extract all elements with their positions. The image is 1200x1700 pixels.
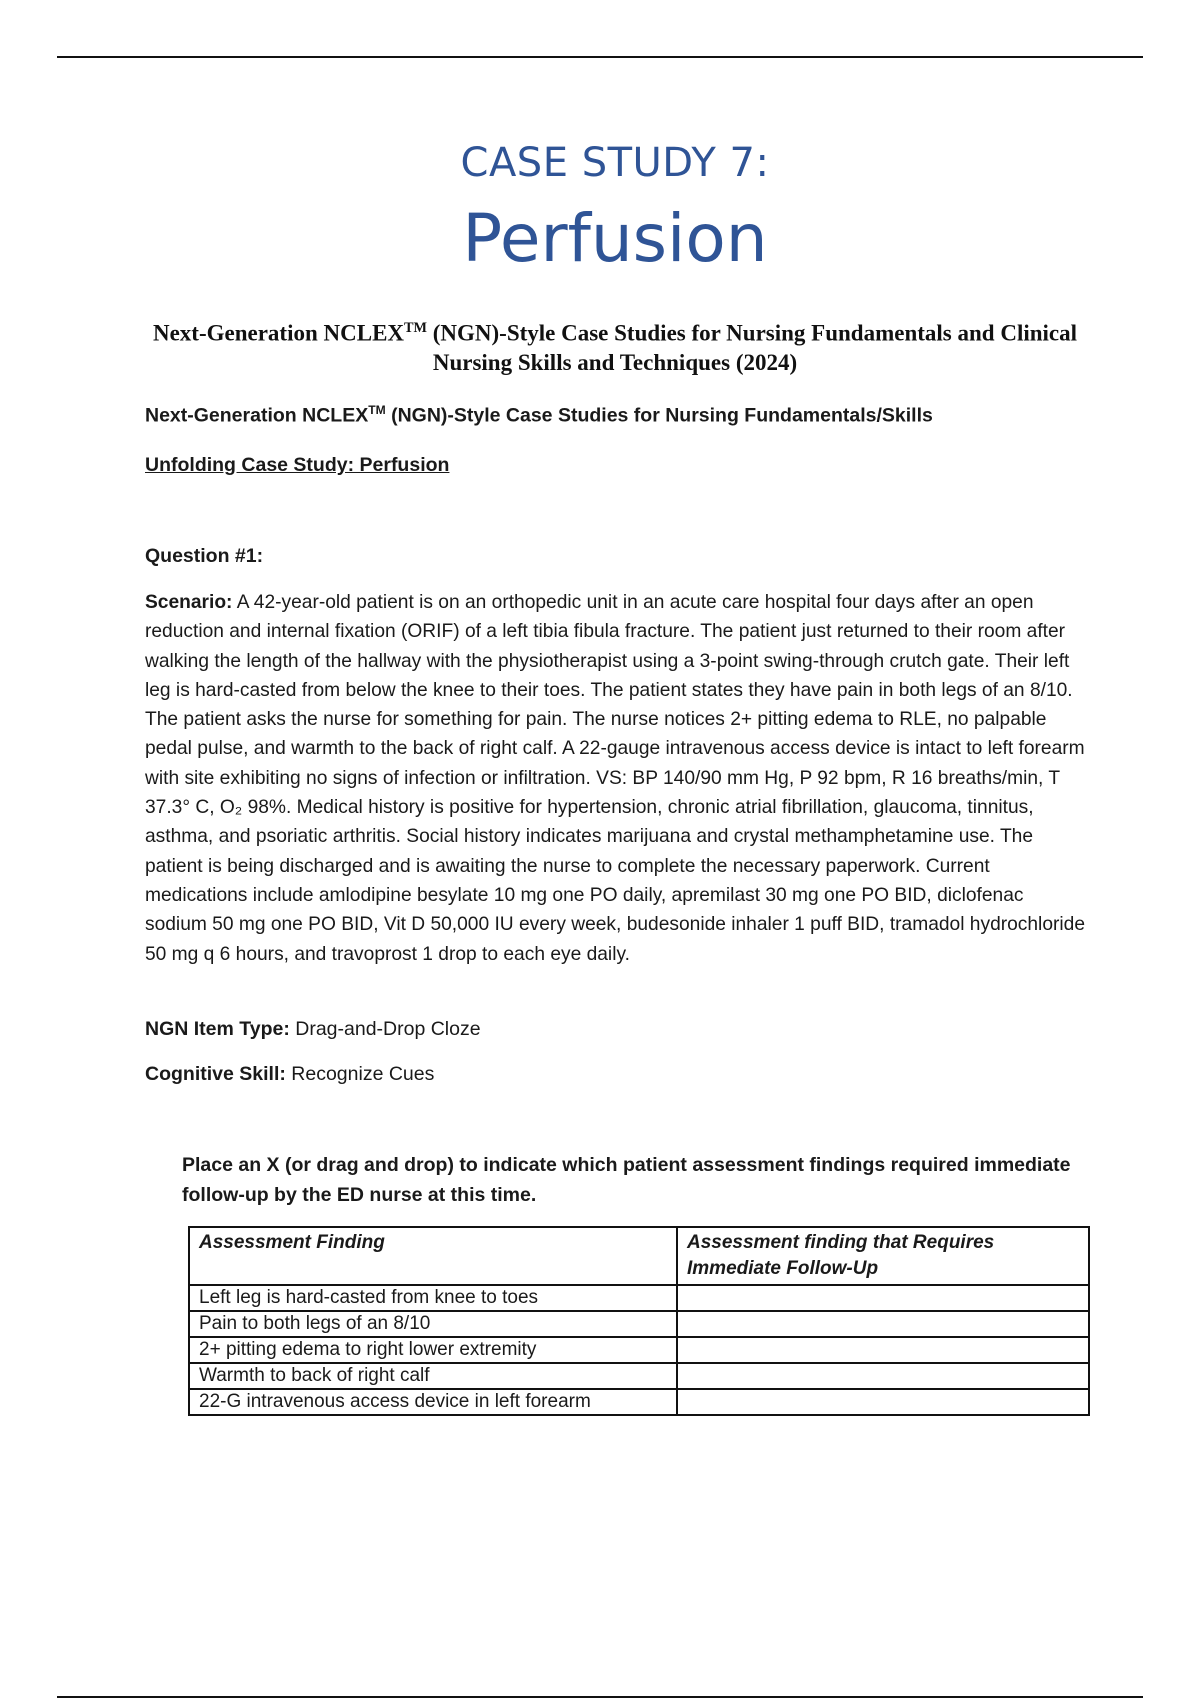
assessment-table [188, 1226, 1090, 1416]
section-heading: Next-Generation NCLEX™ (NGN)-Style Case Studies for Nursing Fundamentals/Skills [145, 403, 933, 427]
assessment-finding-header: Assessment Finding [189, 1227, 677, 1285]
table-row [189, 1311, 1089, 1337]
finding-cell: Pain to both legs of an 8/10 [189, 1311, 677, 1337]
scenario-label: Scenario: [145, 592, 233, 613]
table-row [189, 1363, 1089, 1389]
item-type-line: NGN Item Type: Drag-and-Drop Cloze [145, 1018, 481, 1040]
finding-cell: 22-G intravenous access device in left forearm [189, 1389, 677, 1415]
question-label: Question #1: [145, 545, 264, 567]
scenario-paragraph [145, 588, 1090, 969]
question-instruction: Place an X (or drag and drop) to indicate which patient assessment findings required immediate follow-up by the ED nurse at this time. [182, 1154, 1071, 1206]
case-study-title: Perfusion [462, 200, 768, 277]
top-rule [57, 56, 1143, 58]
follow-up-drop-cell[interactable] [677, 1389, 1089, 1415]
trademark-mark: TM [404, 320, 427, 336]
table-header-row [189, 1227, 1089, 1285]
finding-cell: Warmth to back of right calf [189, 1363, 677, 1389]
bottom-rule [57, 1696, 1143, 1698]
finding-cell: Left leg is hard-casted from knee to toes [189, 1285, 677, 1311]
follow-up-drop-cell[interactable] [677, 1285, 1089, 1311]
follow-up-drop-cell[interactable] [677, 1363, 1089, 1389]
follow-up-header: Assessment finding that Requires Immediate Follow-Up [677, 1227, 1089, 1285]
finding-cell: 2+ pitting edema to right lower extremity [189, 1337, 677, 1363]
cognitive-skill-line: Cognitive Skill: Recognize Cues [145, 1063, 435, 1085]
table-row [189, 1285, 1089, 1311]
scenario-text: A 42-year-old patient is on an orthopedic unit in an acute care hospital four days after an open reduction and internal fixation (ORIF) of a left tibia fibula fracture. The patient just returned to their room after walking the length of the hallway with the physiotherapist using a 3-point swing-through crutch gate. Their left leg is hard-casted from below the knee to their toes. The patient states they have pain in both legs of an 8/10. The patient asks the nurse for something for pain. The nurse notices 2+ pitting edema to RLE, no palpable pedal pulse, and warmth to the back of right calf. A 22-gauge intravenous access device is intact to left forearm with site exhibiting no signs of infection or infiltration. VS: BP 140/90 mm Hg, P 92 bpm, R 16 breaths/min, T 37.3° C, O₂ 98%. Medical history is positive for hypertension, chronic atrial fibrillation, glaucoma, tinnitus, asthma, and psoriatic arthritis. Social history indicates marijuana and crystal methamphetamine use. The patient is being discharged and is awaiting the nurse to complete the necessary paperwork. Current medications include amlodipine besylate 10 mg one PO daily, apremilast 30 mg one PO BID, diclofenac sodium 50 mg one PO BID, Vit D 50,000 IU every week, budesonide inhaler 1 puff BID, tramadol hydrochloride 50 mg q 6 hours, and travoprost 1 drop to each eye daily. [145, 592, 1085, 965]
table-row [189, 1389, 1089, 1415]
trademark-mark: TM [368, 403, 386, 417]
unfolding-case-heading: Unfolding Case Study: Perfusion [145, 454, 450, 476]
table-row [189, 1337, 1089, 1363]
case-study-label: CASE STUDY 7: [460, 140, 770, 186]
follow-up-drop-cell[interactable] [677, 1311, 1089, 1337]
document-subtitle: Next-Generation NCLEX™ (NGN)-Style Case Studies for Nursing Fundamentals and Clinical Nursing Skills and Techniques (2024) [152, 320, 1078, 375]
follow-up-drop-cell[interactable] [677, 1337, 1089, 1363]
